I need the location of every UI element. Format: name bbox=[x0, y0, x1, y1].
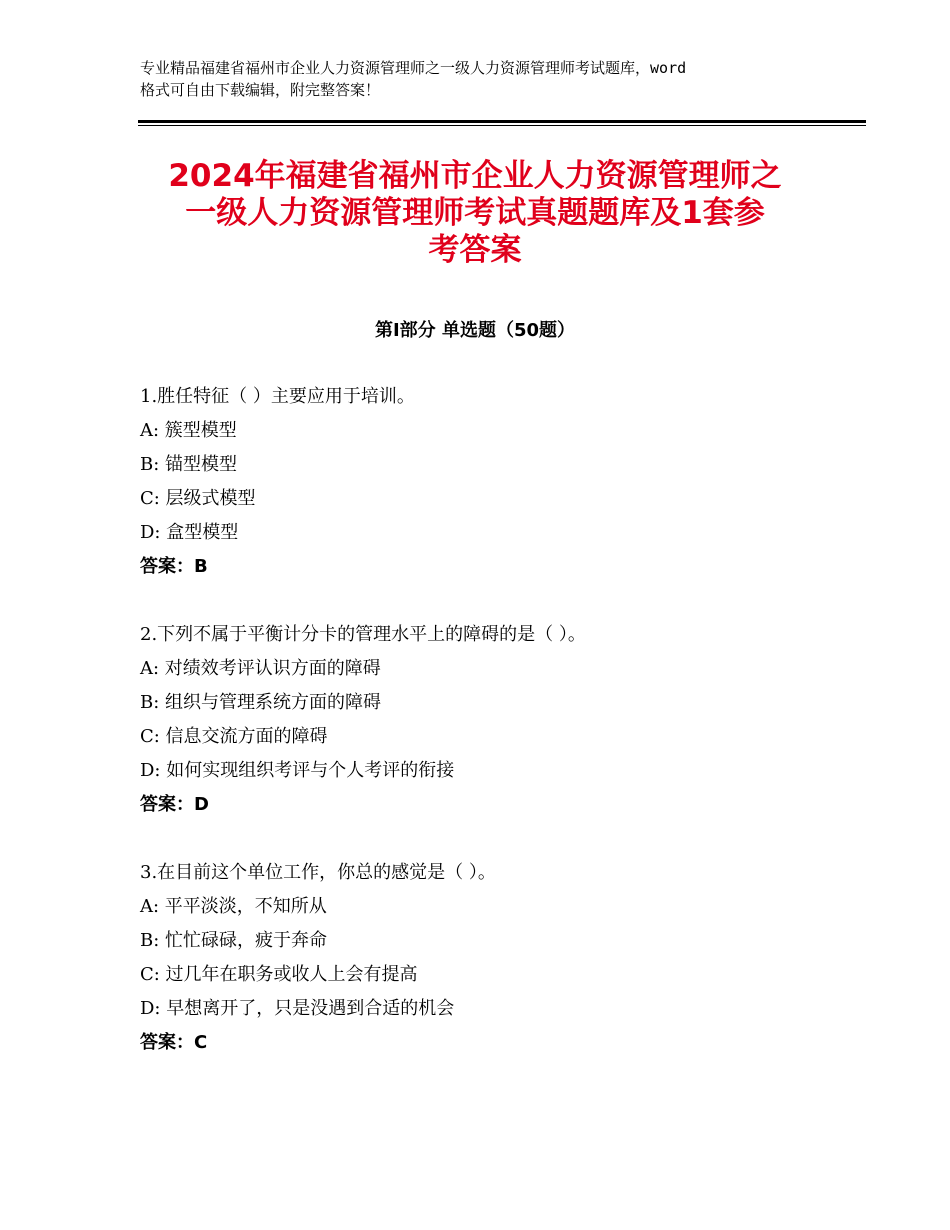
header-note-line-2: 格式可自由下载编辑，附完整答案！ bbox=[140, 81, 381, 99]
document-title bbox=[120, 158, 830, 269]
header-note bbox=[140, 57, 830, 101]
header-divider-thin bbox=[138, 125, 866, 126]
option-b: B: 忙忙碌碌，疲于奔命 bbox=[140, 930, 328, 951]
question-stem: 3.在目前这个单位工作，你总的感觉是（ ）。 bbox=[140, 862, 496, 883]
option-a: A: 簇型模型 bbox=[140, 420, 237, 441]
option-a: A: 对绩效考评认识方面的障碍 bbox=[140, 658, 381, 679]
answer: 答案：D bbox=[140, 794, 209, 815]
title-line-1: 2024年福建省福州市企业人力资源管理师之 bbox=[168, 158, 782, 194]
header-note-line-1: 专业精品福建省福州市企业人力资源管理师之一级人力资源管理师考试题库，word bbox=[140, 59, 687, 77]
answer: 答案：C bbox=[140, 1032, 208, 1053]
option-c: C: 过几年在职务或收人上会有提高 bbox=[140, 964, 418, 985]
section-title: 第Ⅰ部分 单选题（50题） bbox=[374, 320, 575, 341]
option-d: D: 如何实现组织考评与个人考评的衔接 bbox=[140, 760, 455, 781]
option-d: D: 早想离开了，只是没遇到合适的机会 bbox=[140, 998, 455, 1019]
option-b: B: 锚型模型 bbox=[140, 454, 238, 475]
option-c: C: 层级式模型 bbox=[140, 488, 256, 509]
question-2 bbox=[140, 618, 840, 822]
question-1 bbox=[140, 380, 840, 584]
title-line-3: 考答案 bbox=[428, 232, 522, 268]
question-3 bbox=[140, 856, 840, 1060]
option-c: C: 信息交流方面的障碍 bbox=[140, 726, 328, 747]
option-b: B: 组织与管理系统方面的障碍 bbox=[140, 692, 382, 713]
question-stem: 2.下列不属于平衡计分卡的管理水平上的障碍的是（ ）。 bbox=[140, 624, 586, 645]
answer: 答案：B bbox=[140, 556, 208, 577]
question-list bbox=[140, 380, 840, 1094]
question-stem: 1.胜任特征（ ）主要应用于培训。 bbox=[140, 386, 415, 407]
option-d: D: 盒型模型 bbox=[140, 522, 239, 543]
option-a: A: 平平淡淡，不知所从 bbox=[140, 896, 327, 917]
title-line-2: 一级人力资源管理师考试真题题库及1套参 bbox=[185, 195, 765, 231]
header-divider-thick bbox=[138, 120, 866, 123]
